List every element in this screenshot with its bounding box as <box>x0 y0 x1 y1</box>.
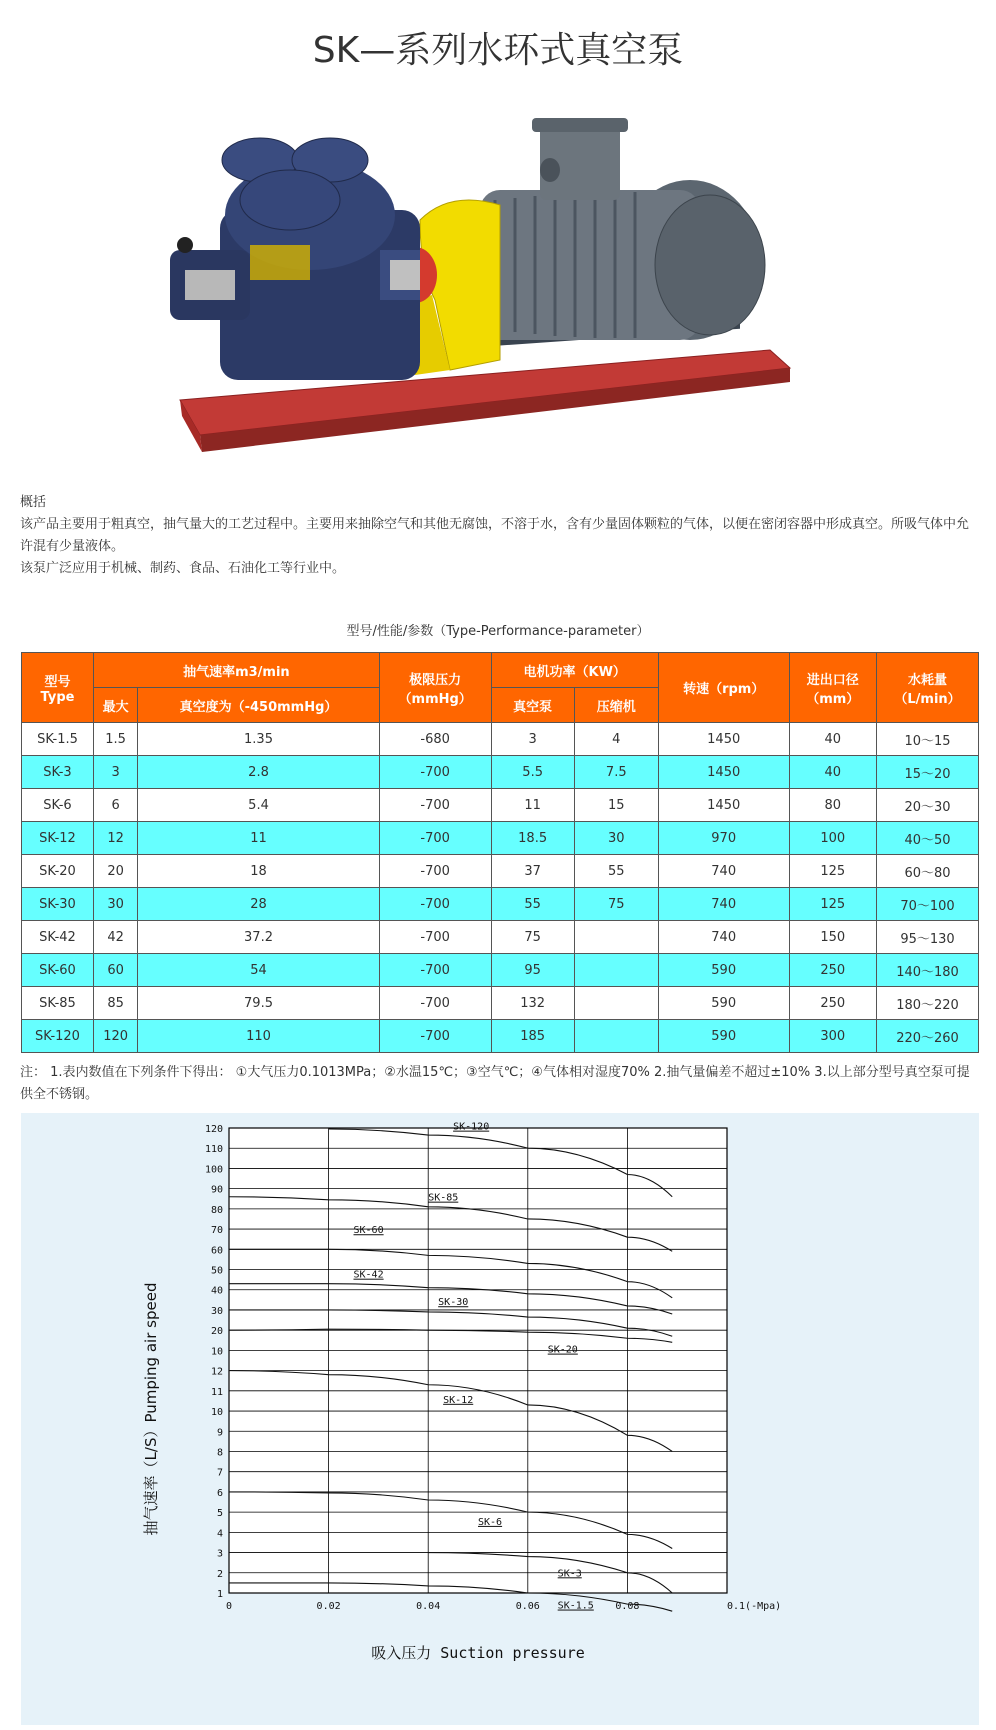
page-title: SK—系列水环式真空泵 <box>312 30 684 71</box>
table-cell: 1450 <box>658 789 789 822</box>
x-tick-label: 0.08 <box>615 1601 640 1612</box>
table-cell: 20 <box>93 855 137 888</box>
header-speed-vacuum: 真空度为（-450mmHg） <box>138 688 379 723</box>
table-cell: 95～130 <box>877 921 979 954</box>
series-label: SK-12 <box>443 1394 474 1406</box>
y-tick-label: 30 <box>210 1305 223 1317</box>
x-tick-label: 0.04 <box>416 1601 441 1612</box>
table-cell: SK-1.5 <box>22 723 94 756</box>
table-cell: 54 <box>138 954 379 987</box>
table-cell: 6 <box>93 789 137 822</box>
table-cell: 20～30 <box>877 789 979 822</box>
table-cell: 7.5 <box>574 756 658 789</box>
table-cell: 150 <box>789 921 877 954</box>
table-cell: 37.2 <box>138 921 379 954</box>
table-cell: SK-120 <box>22 1020 94 1053</box>
table-cell: SK-6 <box>22 789 94 822</box>
table-cell: 3 <box>491 723 574 756</box>
table-row <box>22 888 979 921</box>
table-cell: 40～50 <box>877 822 979 855</box>
x-tick-label: 0 <box>225 1601 233 1612</box>
table-cell: 40 <box>789 723 877 756</box>
table-cell: -700 <box>379 1020 491 1053</box>
y-tick-label: 11 <box>210 1386 223 1398</box>
table-cell: 590 <box>658 1020 789 1053</box>
table-cell: 30 <box>93 888 137 921</box>
table-row <box>22 822 979 855</box>
table-cell: 80 <box>789 789 877 822</box>
y-tick-label: 80 <box>210 1204 223 1216</box>
y-tick-label: 90 <box>210 1184 223 1196</box>
table-row <box>22 954 979 987</box>
y-tick-label: 40 <box>210 1285 223 1297</box>
performance-chart <box>21 1113 979 1725</box>
table-cell: SK-12 <box>22 822 94 855</box>
table-cell: 55 <box>574 855 658 888</box>
table-cell: SK-42 <box>22 921 94 954</box>
x-tick-label: 0.02 <box>316 1601 341 1612</box>
series-label: SK-20 <box>547 1344 578 1356</box>
table-cell <box>574 954 658 987</box>
x-axis-label: 吸入压力 Suction pressure <box>371 1644 585 1662</box>
table-cell: 42 <box>93 921 137 954</box>
series-label: SK-1.5 <box>557 1600 594 1612</box>
table-cell: 75 <box>574 888 658 921</box>
table-row <box>22 756 979 789</box>
table-cell: 740 <box>658 855 789 888</box>
series-label: SK-42 <box>353 1269 384 1281</box>
series-label: SK-85 <box>428 1192 459 1204</box>
y-tick-label: 120 <box>204 1124 223 1135</box>
table-cell: 10～15 <box>877 723 979 756</box>
y-tick-label: 110 <box>204 1144 223 1156</box>
table-cell <box>574 987 658 1020</box>
table-cell <box>574 1020 658 1053</box>
table-cell: 5.4 <box>138 789 379 822</box>
header-limit-pressure: 极限压力 （mmHg） <box>379 653 491 723</box>
table-cell: 60 <box>93 954 137 987</box>
table-cell: 75 <box>491 921 574 954</box>
series-label: SK-6 <box>478 1516 503 1528</box>
table-cell: 79.5 <box>138 987 379 1020</box>
table-cell: 18.5 <box>491 822 574 855</box>
header-speed-max: 最大 <box>93 688 137 723</box>
table-cell: 125 <box>789 888 877 921</box>
table-cell: 85 <box>93 987 137 1020</box>
y-tick-label: 7 <box>216 1467 223 1479</box>
table-cell: 1450 <box>658 723 789 756</box>
y-tick-label: 70 <box>210 1225 223 1237</box>
table-row <box>22 1020 979 1053</box>
spec-table <box>21 652 979 1053</box>
table-cell: 40 <box>789 756 877 789</box>
y-tick-label: 100 <box>204 1164 223 1176</box>
table-cell: -700 <box>379 888 491 921</box>
table-cell: 140～180 <box>877 954 979 987</box>
series-label: SK-30 <box>438 1297 469 1309</box>
table-cell: 970 <box>658 822 789 855</box>
table-cell: SK-60 <box>22 954 94 987</box>
table-cell: -700 <box>379 987 491 1020</box>
series-label: SK-3 <box>557 1568 582 1580</box>
table-cell: 1.35 <box>138 723 379 756</box>
table-note: 注： 1.表内数值在下列条件下得出： ①大气压力0.1013MPa；②水温15℃；③空气℃；④气体相对湿度70% 2.抽气量偏差不超过±10% 3.以上部分型号真空泵可提供全不锈钢。 <box>20 1065 970 1102</box>
y-axis-label: 抽气速率（L/S）Pumping air speed <box>142 1282 160 1536</box>
series-label: SK-60 <box>353 1225 384 1237</box>
x-tick-label: 0.06 <box>515 1601 540 1612</box>
table-cell: 180～220 <box>877 987 979 1020</box>
performance-chart-svg <box>21 1113 979 1725</box>
summary-heading: 概括 <box>20 495 47 510</box>
table-cell: 100 <box>789 822 877 855</box>
y-tick-label: 60 <box>210 1245 223 1257</box>
table-cell: 28 <box>138 888 379 921</box>
table-caption: 型号/性能/参数（Type-Performance-parameter） <box>346 624 650 639</box>
table-row <box>22 723 979 756</box>
y-tick-label: 10 <box>210 1346 223 1358</box>
y-tick-label: 10 <box>210 1407 223 1419</box>
y-tick-label: 2 <box>216 1568 223 1580</box>
table-cell: 220～260 <box>877 1020 979 1053</box>
table-cell: -700 <box>379 921 491 954</box>
table-cell: SK-30 <box>22 888 94 921</box>
table-cell: 1450 <box>658 756 789 789</box>
y-tick-label: 8 <box>216 1447 223 1459</box>
table-cell: -700 <box>379 822 491 855</box>
table-row <box>22 789 979 822</box>
table-cell: 5.5 <box>491 756 574 789</box>
table-cell: 30 <box>574 822 658 855</box>
table-cell: 120 <box>93 1020 137 1053</box>
y-tick-label: 5 <box>216 1508 223 1520</box>
table-cell: 132 <box>491 987 574 1020</box>
table-cell: SK-20 <box>22 855 94 888</box>
table-cell: -700 <box>379 855 491 888</box>
header-speed: 抽气速率m3/min <box>93 653 379 688</box>
y-tick-label: 1 <box>216 1589 223 1600</box>
table-cell: 2.8 <box>138 756 379 789</box>
table-cell: 590 <box>658 954 789 987</box>
table-cell: 70～100 <box>877 888 979 921</box>
x-tick-label: 0.1(-Mpa) <box>727 1601 782 1612</box>
header-rpm: 转速（rpm） <box>658 653 789 723</box>
table-cell: 18 <box>138 855 379 888</box>
y-tick-label: 6 <box>216 1487 223 1499</box>
table-cell: 11 <box>491 789 574 822</box>
table-row <box>22 987 979 1020</box>
table-cell: 250 <box>789 954 877 987</box>
table-cell: 37 <box>491 855 574 888</box>
table-cell: SK-85 <box>22 987 94 1020</box>
table-cell: 11 <box>138 822 379 855</box>
table-cell: 740 <box>658 888 789 921</box>
table-cell: 590 <box>658 987 789 1020</box>
table-cell: 95 <box>491 954 574 987</box>
table-cell: -700 <box>379 954 491 987</box>
y-tick-label: 3 <box>216 1548 223 1560</box>
table-cell: 740 <box>658 921 789 954</box>
y-tick-label: 12 <box>210 1366 223 1378</box>
table-cell <box>574 921 658 954</box>
table-cell: -700 <box>379 756 491 789</box>
y-tick-label: 20 <box>210 1326 223 1338</box>
table-cell: 1.5 <box>93 723 137 756</box>
table-cell: 250 <box>789 987 877 1020</box>
table-cell: -680 <box>379 723 491 756</box>
header-motor-power: 电机功率（KW） <box>491 653 658 688</box>
header-power-vacuum-pump: 真空泵 <box>491 688 574 723</box>
header-water: 水耗量 （L/min） <box>877 653 979 723</box>
header-power-compressor: 压缩机 <box>574 688 658 723</box>
pump-product-image <box>150 100 810 480</box>
summary-paragraph-1: 该产品主要用于粗真空，抽气量大的工艺过程中。主要用来抽除空气和其他无腐蚀，不溶于水，含有少量固体颗粒的气体，以便在密闭容器中形成真空。所吸气体中允许混有少量液体。 <box>20 517 970 554</box>
header-model: 型号 Type <box>22 653 94 723</box>
y-tick-label: 9 <box>216 1427 223 1439</box>
table-cell: 60～80 <box>877 855 979 888</box>
table-row <box>22 921 979 954</box>
table-cell: 300 <box>789 1020 877 1053</box>
table-cell: 15～20 <box>877 756 979 789</box>
table-cell: 12 <box>93 822 137 855</box>
table-cell: -700 <box>379 789 491 822</box>
table-cell: 110 <box>138 1020 379 1053</box>
summary-paragraph-2: 该泵广泛应用于机械、制药、食品、石油化工等行业中。 <box>20 561 346 576</box>
table-cell: 15 <box>574 789 658 822</box>
header-port: 进出口径 （mm） <box>789 653 877 723</box>
y-tick-label: 4 <box>216 1528 223 1540</box>
y-tick-label: 50 <box>210 1265 223 1277</box>
table-cell: 185 <box>491 1020 574 1053</box>
summary-section <box>20 492 976 580</box>
table-cell: 55 <box>491 888 574 921</box>
table-row <box>22 855 979 888</box>
table-cell: 3 <box>93 756 137 789</box>
series-label: SK-120 <box>453 1121 490 1133</box>
table-cell: SK-3 <box>22 756 94 789</box>
table-cell: 4 <box>574 723 658 756</box>
table-cell: 125 <box>789 855 877 888</box>
